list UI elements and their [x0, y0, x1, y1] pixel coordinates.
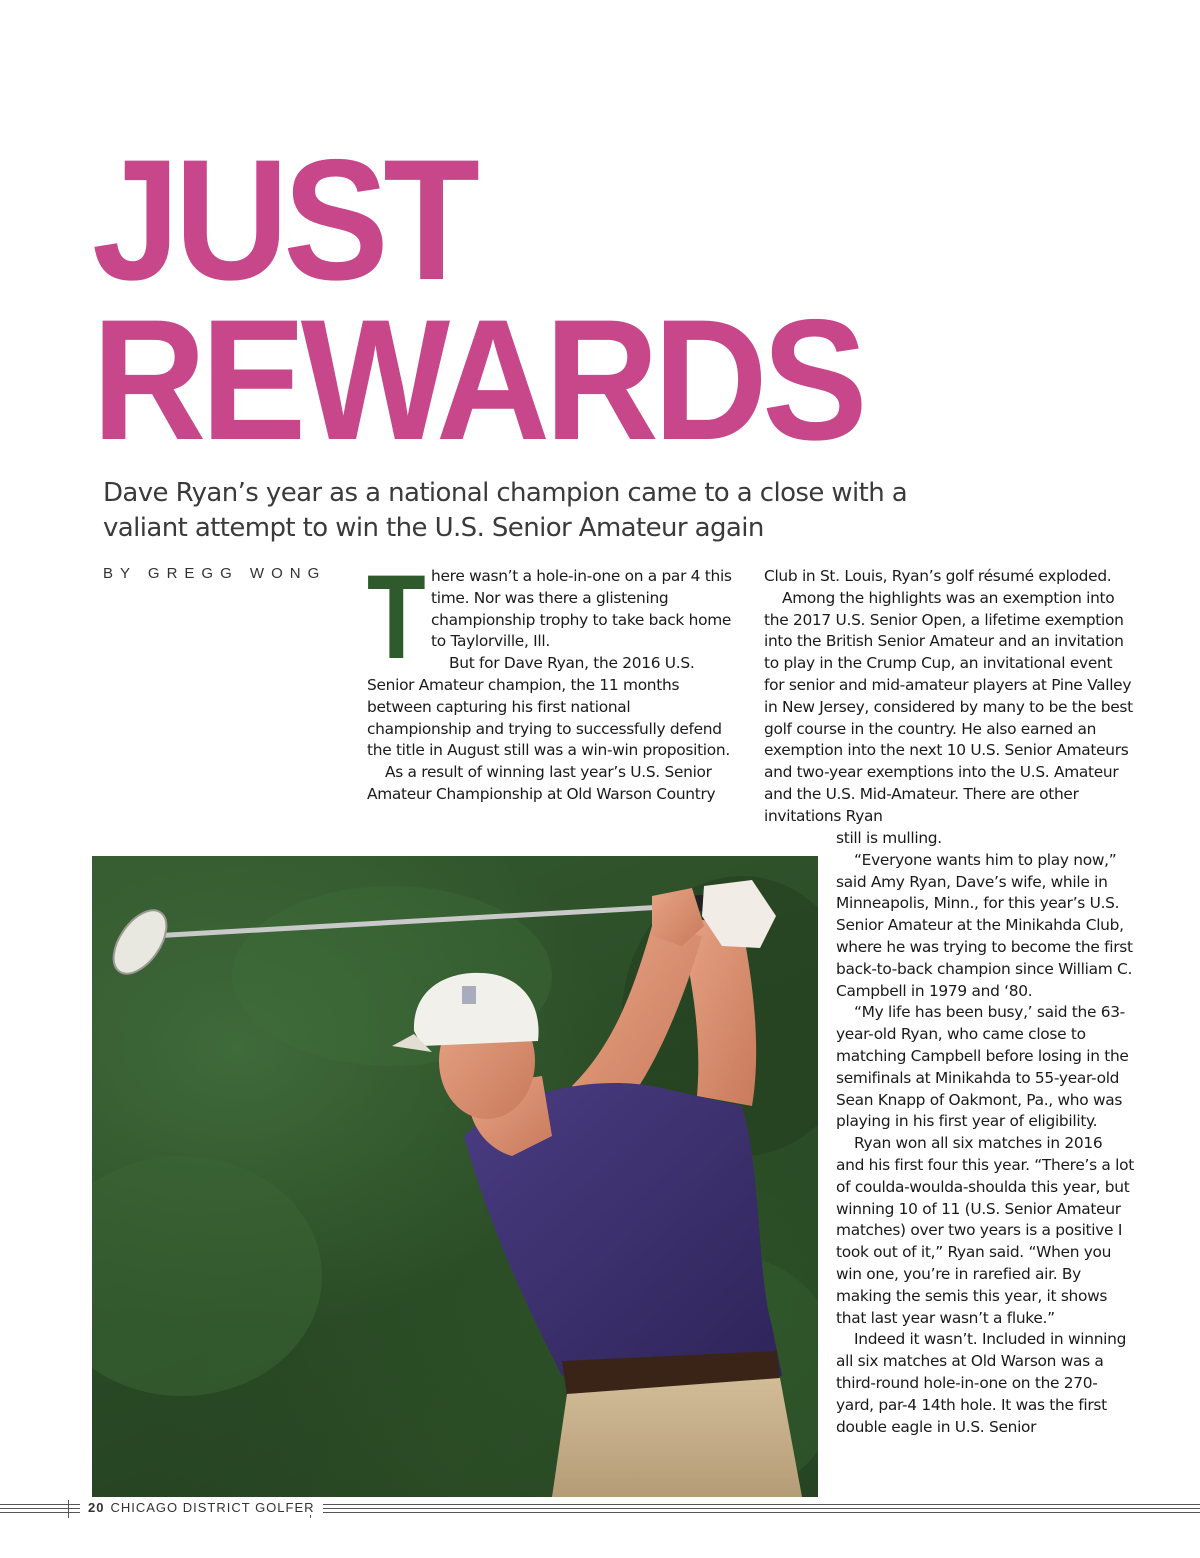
page-footer	[0, 1494, 1200, 1524]
paragraph: still is mulling.	[836, 829, 942, 847]
paragraph: Club in St. Louis, Ryan’s golf résumé exploded.	[764, 567, 1112, 585]
page-number: 20	[88, 1500, 105, 1515]
paragraph: here wasn’t a hole-in-one on a par 4 this time. Nor was there a glistening championship trophy to take back home to Taylorville, Ill.	[431, 567, 732, 651]
folio-text	[80, 1500, 323, 1515]
publication-name: CHICAGO DISTRICT GOLFER	[110, 1500, 315, 1515]
article-column-2	[764, 566, 1134, 828]
paragraph: “My life has been busy,’ said the 63-year-old Ryan, who came close to matching Campbell before losing in the semifinals at Minikahda to 55-year-old Sean Knapp of Oakmont, Pa., who was playing in his first year of eligibility.	[836, 1003, 1129, 1131]
paragraph: Ryan won all six matches in 2016 and his first four this year. “There’s a lot of coulda-woulda-shoulda this year, but winning 10 of 11 (U.S. Senior Amateur matches) over two years is a positive I took out of it,” Ryan said. “When you win one, you’re in rarefied air. By making the semis this year, it shows that last year wasn’t a fluke.”	[836, 1134, 1134, 1327]
article-column-3	[836, 828, 1134, 1438]
paragraph: “Everyone wants him to play now,” said Amy Ryan, Dave’s wife, while in Minneapolis, Minn., for this year’s U.S. Senior Amateur at the Minikahda Club, where he was trying to become the first back-to-back champion since William C. Campbell in 1979 and ‘80.	[836, 850, 1133, 1000]
byline: BY GREGG WONG	[103, 565, 327, 582]
golfer-illustration	[92, 856, 818, 1497]
club-head	[103, 901, 177, 983]
golfer-photo	[92, 856, 818, 1497]
paragraph: Indeed it wasn’t. Included in winning all six matches at Old Warson was a third-round hole-in-one on the 270-yard, par-4 14th hole. It was the first double eagle in U.S. Senior	[836, 1330, 1127, 1436]
paragraph: As a result of winning last year’s U.S. Senior Amateur Championship at Old Warson Country	[367, 763, 716, 803]
paragraph: But for Dave Ryan, the 2016 U.S. Senior Amateur champion, the 11 months between capturing his first national championship and trying to successfully defend the title in August still was a win-win proposition.	[367, 654, 730, 760]
paragraph: Among the highlights was an exemption into the 2017 U.S. Senior Open, a lifetime exemption into the British Senior Amateur and an invitation to play in the Crump Cup, an invitational event for senior and mid-amateur players at Pine Valley in New Jersey, considered by many to be the best golf course in the country. He also earned an exemption into the next 10 U.S. Senior Amateurs and two-year exemptions into the U.S. Amateur and the U.S. Mid-Amateur. There are other invitations Ryan	[764, 588, 1133, 825]
deck: Dave Ryan’s year as a national champion came to a close with a valiant attempt to win the U.S. Senior Amateur again	[103, 478, 908, 543]
headline-line-1: JUST	[92, 124, 475, 316]
drop-cap: T	[367, 550, 426, 684]
headline-line-2: REWARDS	[92, 284, 863, 476]
headline	[92, 124, 920, 476]
article-column-1	[367, 550, 739, 806]
